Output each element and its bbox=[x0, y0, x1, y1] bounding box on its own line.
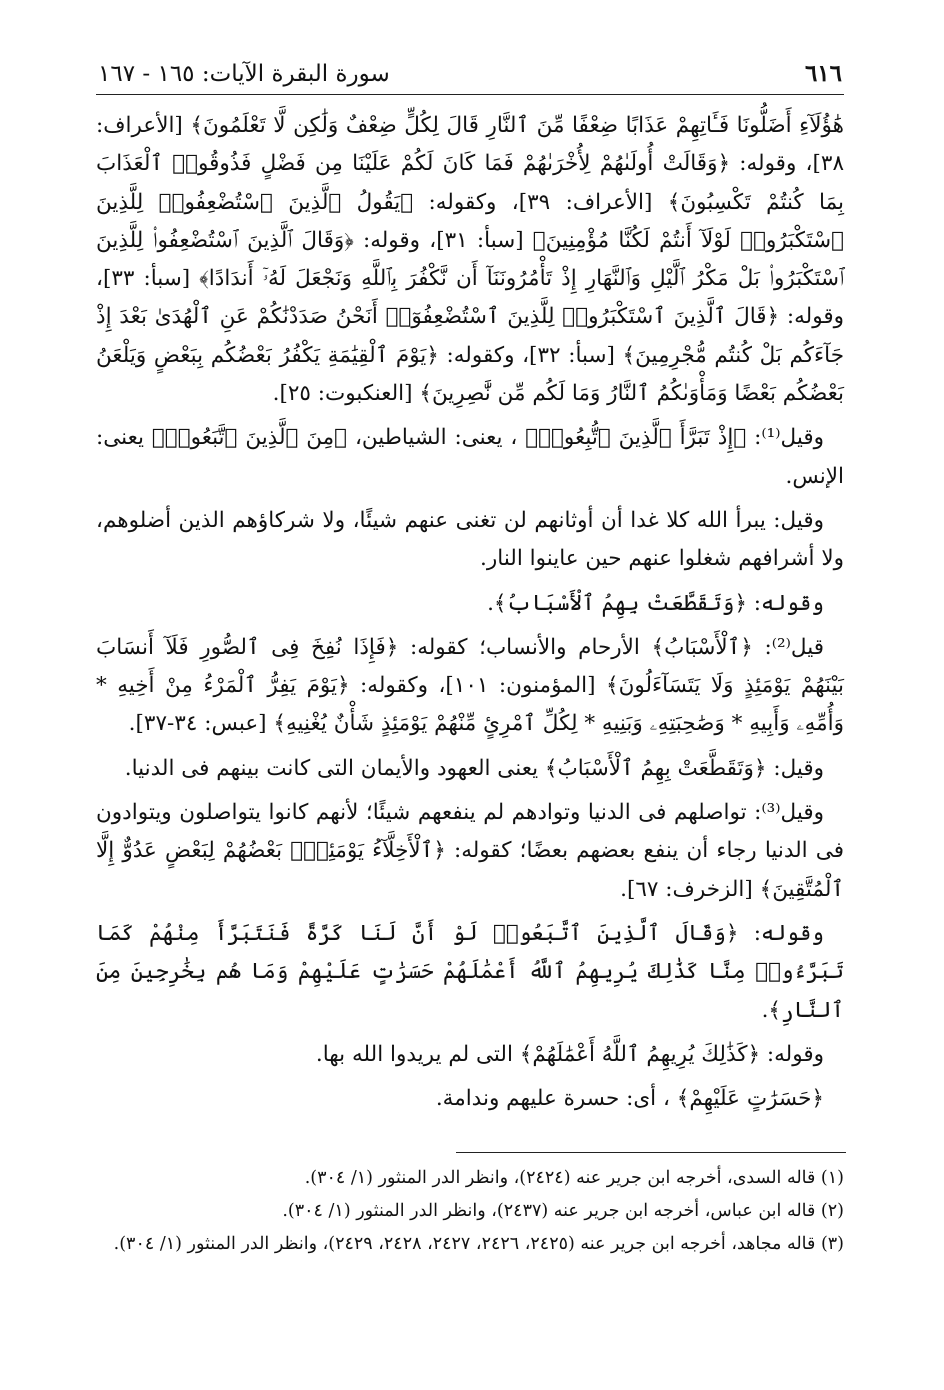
paragraph: وقيل: ﴿وَتَقَطَّعَتْ بِهِمُ ٱلْأَسْبَابُ﴾ يعنى العهود والأيمان التى كانت بينهم فى الدنيا. bbox=[124, 755, 824, 781]
paragraph: هَٰؤُلَآءِ أَضَلُّونَا فَـَٔاتِهِمْ عَذَابًا ضِعْفًا مِّنَ ٱلنَّارِ قَالَ لِكُلٍّ ضِعْفٌ وَلَٰكِن لَّا تَعْلَمُونَ﴾ [الأعراف: ٣٨]، وقوله: ﴿وَقَالَتْ أُولَىٰهُمْ لِأُخْرَىٰهُمْ فَمَا كَانَ لَكُمْ عَلَيْنَا مِن فَضْلٍ فَذُوقُوا۟ ٱلْعَذَابَ بِمَا كُنتُمْ تَكْسِبُونَ﴾ [الأعراف: ٣٩]، وكقوله: ﴿يَقُولُ ٱلَّذِينَ ٱسْتُضْعِفُوا۟ لِلَّذِينَ ٱسْتَكْبَرُوا۟ لَوْلَآ أَنتُمْ لَكُنَّا مُؤْمِنِينَ﴾ [سبأ: ٣١]، وقوله: ﴿وَقَالَ ٱلَّذِينَ ٱسْتُضْعِفُوا۟ لِلَّذِينَ ٱسْتَكْبَرُوا۟ بَلْ مَكْرُ ٱلَّيْلِ وَٱلنَّهَارِ إِذْ تَأْمُرُونَنَآ أَن نَّكْفُرَ بِٱللَّهِ وَنَجْعَلَ لَهُۥٓ أَندَادًا﴾ [سبأ: ٣٣]، وقوله: ﴿قَالَ ٱلَّذِينَ ٱسْتَكْبَرُوا۟ لِلَّذِينَ ٱسْتُضْعِفُوٓا۟ أَنَحْنُ صَدَدْنَٰكُمْ عَنِ ٱلْهُدَىٰ بَعْدَ إِذْ جَآءَكُم بَلْ كُنتُم مُّجْرِمِينَ﴾ [سبأ: ٣٢]، وكقوله: ﴿يَوْمَ ٱلْقِيَٰمَةِ يَكْفُرُ بَعْضُكُم بِبَعْضٍ وَيَلْعَنُ بَعْضُكُم بَعْضًا وَمَأْوَىٰكُمُ ٱلنَّارُ وَمَا لَكُم مِّن نَّٰصِرِينَ﴾ [العنكبوت: ٢٥]. bbox=[96, 113, 844, 407]
paragraph: وقوله: ﴿وَتَقَطَّعَتْ بِهِمُ ٱلْأَسْبَابُ﴾. bbox=[487, 590, 824, 616]
running-header bbox=[96, 50, 844, 95]
paragraph: ﴿حَسَرَٰتٍ عَلَيْهِمْ﴾ ، أى: حسرة عليهم وندامة. bbox=[435, 1086, 824, 1112]
footnote-separator bbox=[456, 1152, 846, 1153]
paragraph: قيل⁽²⁾: ﴿ٱلْأَسْبَابُ﴾ الأرحام والأنساب؛ كقوله: ﴿فَإِذَا نُفِخَ فِى ٱلصُّورِ فَلَآ أَنسَابَ بَيْنَهُمْ يَوْمَئِذٍ وَلَا يَتَسَآءَلُونَ﴾ [المؤمنون: ١٠١]، وكقوله: ﴿يَوْمَ يَفِرُّ ٱلْمَرْءُ مِنْ أَخِيهِ * وَأُمِّهِۦ وَأَبِيهِ * وَصَٰحِبَتِهِۦ وَبَنِيهِ * لِكُلِّ ٱمْرِئٍ مِّنْهُمْ يَوْمَئِذٍ شَأْنٌ يُغْنِيهِ﴾ [عبس: ٣٤-٣٧]. bbox=[96, 634, 844, 737]
footnote: (٢) قاله ابن عباس، أخرجه ابن جرير عنه (٢٤٣٧)، وانظر الدر المنثور (١/ ٣٠٤). bbox=[282, 1201, 844, 1221]
header-title: سورة البقرة الآيات: ١٦٥ - ١٦٧ bbox=[98, 61, 390, 87]
footnote: (٣) قاله مجاهد، أخرجه ابن جرير عنه (٢٤٢٥، ٢٤٢٦، ٢٤٢٧، ٢٤٢٨، ٢٤٢٩)، وانظر الدر المنثور (١/ ٣٠٤). bbox=[113, 1234, 844, 1254]
book-page bbox=[96, 50, 844, 1124]
paragraph: وقوله: ﴿وَقَالَ ٱلَّذِينَ ٱتَّبَعُوا۟ لَوْ أَنَّ لَنَا كَرَّةً فَنَتَبَرَّأَ مِنْهُمْ كَمَا تَبَرَّءُوا۟ مِنَّا كَذَٰلِكَ يُرِيهِمُ ٱللَّهُ أَعْمَٰلَهُمْ حَسَرَٰتٍ عَلَيْهِمْ وَمَا هُم بِخَٰرِجِينَ مِنَ ٱلنَّارِ﴾. bbox=[96, 920, 844, 1023]
main-text bbox=[96, 107, 844, 1118]
footnotes bbox=[96, 1164, 844, 1263]
page-number: ٦١٦ bbox=[804, 60, 842, 87]
paragraph: وقيل⁽¹⁾: ﴿إِذْ تَبَرَّأَ ٱلَّذِينَ ٱتُّبِعُوا۟﴾ ، يعنى: الشياطين، ﴿مِنَ ٱلَّذِينَ ٱتَّبَعُوا۟﴾ يعنى: الإنس. bbox=[96, 425, 844, 489]
paragraph: وقيل⁽³⁾: تواصلهم فى الدنيا وتوادهم لم ينفعهم شيئًا؛ لأنهم كانوا يتواصلون ويتوادون فى الدنيا رجاء أن ينفع بعضهم بعضًا؛ كقوله: ﴿ٱلْأَخِلَّآءُ يَوْمَئِذٍۭ بَعْضُهُمْ لِبَعْضٍ عَدُوٌّ إِلَّا ٱلْمُتَّقِينَ﴾ [الزخرف: ٦٧]. bbox=[96, 800, 844, 902]
footnote: (١) قاله السدى، أخرجه ابن جرير عنه (٢٤٢٤)، وانظر الدر المنثور (١/ ٣٠٤). bbox=[304, 1168, 844, 1188]
paragraph: وقيل: يبرأ الله كلا غدا أن أوثانهم لن تغنى عنهم شيئًا، ولا شركاؤهم الذين أضلوهم، ولا أشرافهم شغلوا عنهم حين عاينوا النار. bbox=[96, 507, 844, 572]
paragraph: وقوله: ﴿كَذَٰلِكَ يُرِيهِمُ ٱللَّهُ أَعْمَٰلَهُمْ﴾ التى لم يريدوا الله بها. bbox=[315, 1041, 824, 1067]
